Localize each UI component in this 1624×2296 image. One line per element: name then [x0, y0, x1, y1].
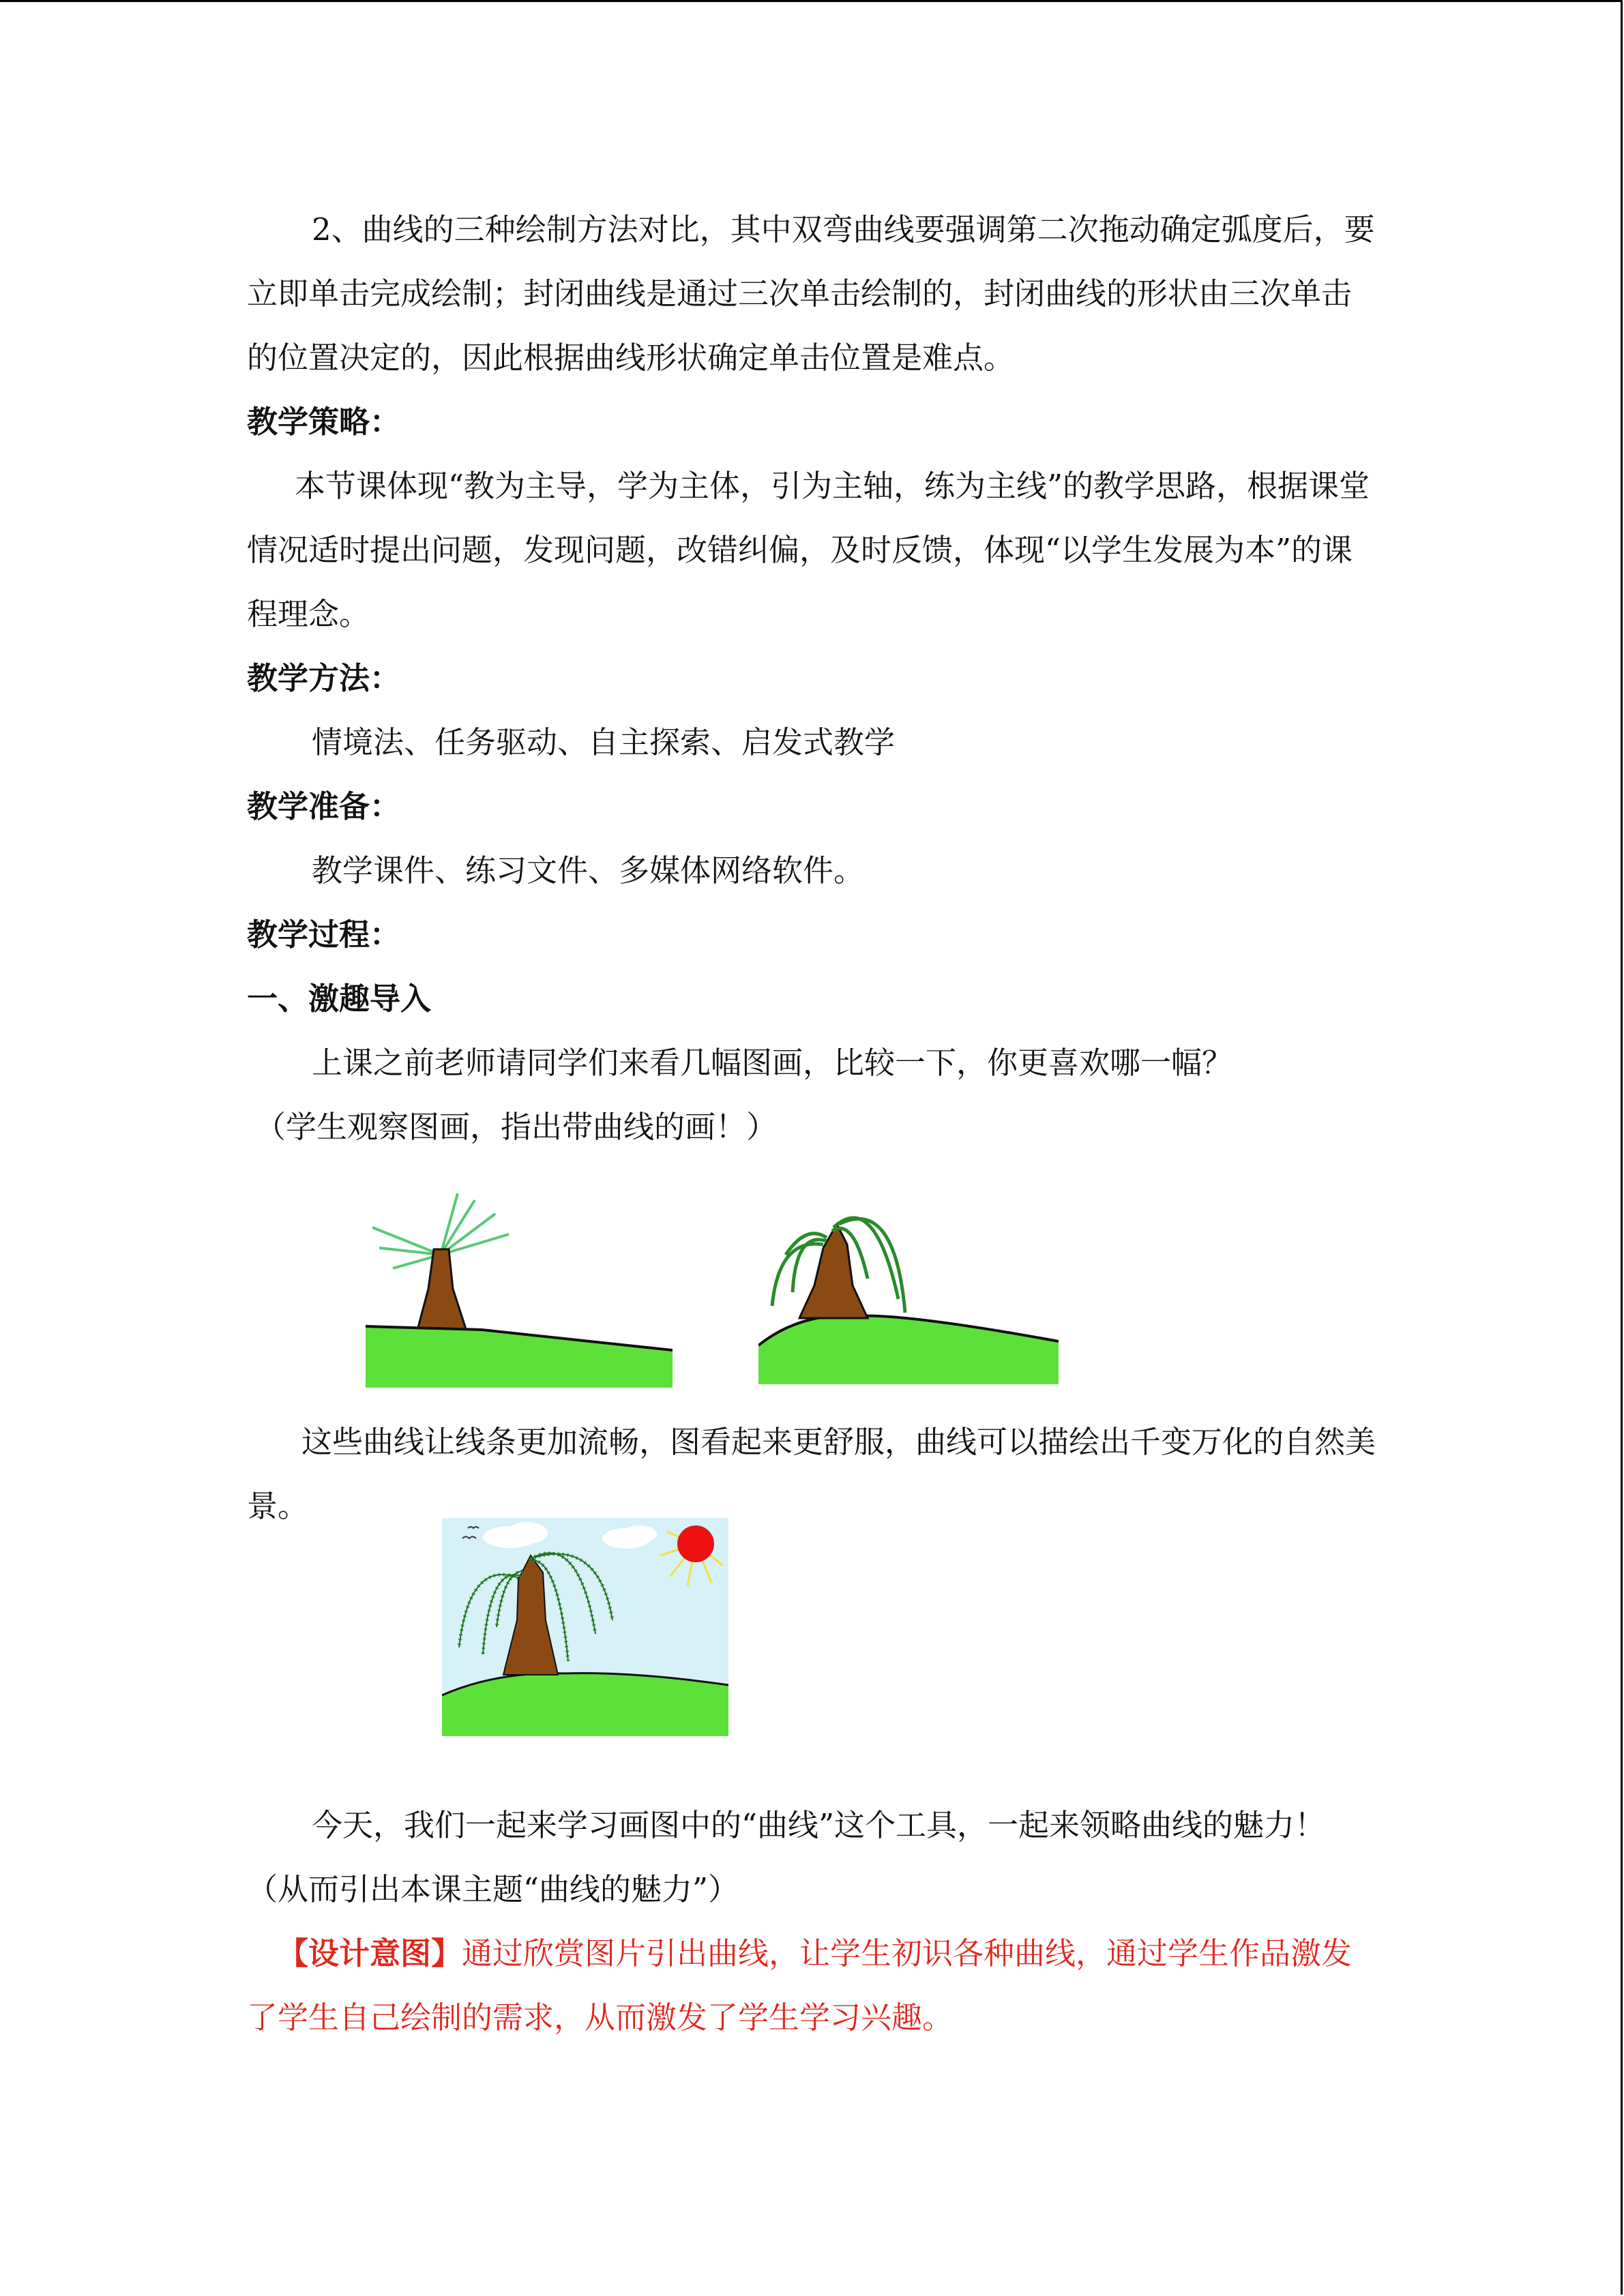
tree-trunk: [799, 1224, 868, 1318]
document-body: [247, 198, 1379, 1159]
paragraph-intro: 上课之前老师请同学们来看几幅图画，比较一下，你更喜欢哪一幅？: [312, 1045, 1233, 1081]
grass-hill: [442, 1673, 728, 1736]
paragraph-student-note: （学生观察图画，指出带曲线的画！）: [255, 1109, 778, 1145]
figure-straight-tree: [366, 1187, 673, 1391]
paragraph-today: 今天，我们一起来学习画图中的“曲线”这个工具，一起来领略曲线的魅力！（从而引出本课主题“曲线的魅力”）: [247, 1807, 1326, 1907]
document-body-2: [247, 1410, 1379, 1538]
straight-tree-drawing: [366, 1187, 673, 1391]
paragraph-method: 情境法、任务驱动、自主探索、启发式教学: [312, 724, 896, 760]
tree-trunk: [416, 1249, 468, 1335]
heading-preparation: 教学准备：: [247, 788, 401, 824]
willow-scene-drawing: [442, 1518, 728, 1736]
paragraph-design-intent: [247, 1922, 1379, 2050]
heading-strategy: 教学策略：: [247, 404, 401, 440]
document-body-3: [247, 1793, 1379, 2050]
heading-section-1: 一、激趣导入: [247, 981, 432, 1017]
design-intent-text: 通过欣赏图片引出曲线，让学生初识各种曲线，通过学生作品激发了学生自己绘制的需求，从而激发了学生学习兴趣。: [247, 1935, 1353, 2036]
paragraph-difficulty: 2、曲线的三种绘制方法对比，其中双弯曲线要强调第二次拖动确定弧度后，要立即单击完成绘制；封闭曲线是通过三次单击绘制的，封闭曲线的形状由三次单击的位置决定的，因此根据曲线形状确定单击位置是难点。: [247, 211, 1375, 376]
heading-method: 教学方法：: [247, 660, 401, 696]
paragraph-preparation: 教学课件、练习文件、多媒体网络软件。: [312, 852, 865, 889]
paragraph-strategy: 本节课体现“教为主导，学为主体，引为主轴，练为主线”的教学思路，根据课堂情况适时提出问题，发现问题，改错纠偏，及时反馈，体现“以学生发展为本”的课程理念。: [247, 468, 1370, 632]
figure-curved-tree: [758, 1190, 1059, 1388]
grass-hill: [758, 1315, 1059, 1384]
figure-willow-scene: [442, 1518, 728, 1736]
paragraph-curve-description: 这些曲线让线条更加流畅，图看起来更舒服，曲线可以描绘出千变万化的自然美景。: [247, 1424, 1376, 1524]
heading-process: 教学过程：: [247, 916, 401, 953]
design-intent-label: 【设计意图】: [278, 1935, 462, 1971]
grass-hill: [366, 1326, 673, 1388]
curved-tree-drawing: [758, 1190, 1059, 1388]
sun: [678, 1526, 713, 1562]
